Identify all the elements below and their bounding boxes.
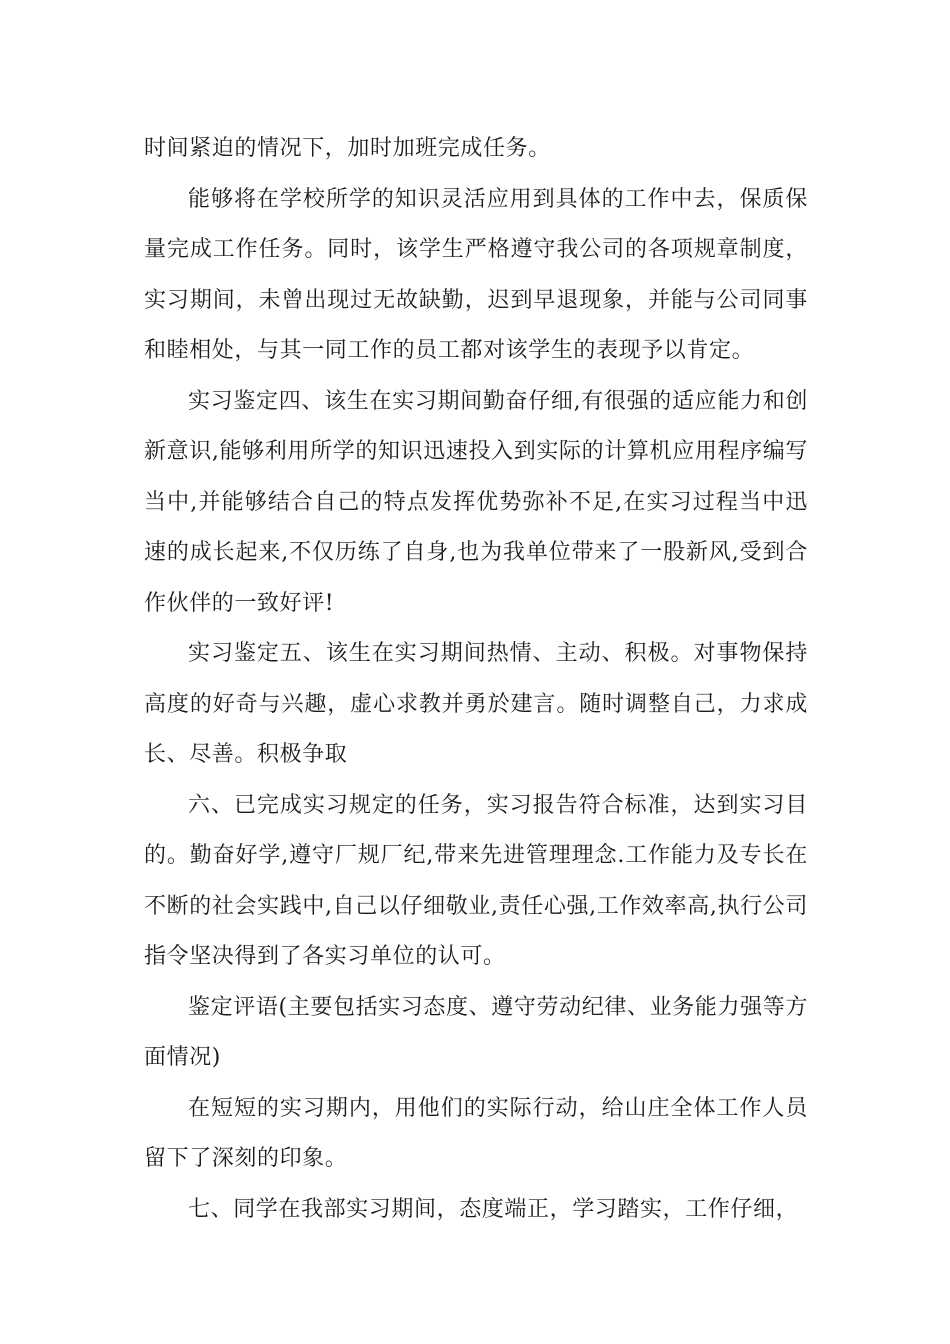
paragraph-appraisal-4: 实习鉴定四、该生在实习期间勤奋仔细,有很强的适应能力和创新意识,能够利用所学的知识迅速投入到实际的计算机应用程序编写当中,并能够结合自己的特点发挥优势弥补不足,在实习过程当中迅速的成长起来,不仅历练了自身,也为我单位带来了一股新风,受到合作伙伴的一致好评!: [144, 388, 808, 616]
paragraph-comments-heading: 鉴定评语(主要包括实习态度、遵守劳动纪律、业务能力强等方面情况): [144, 994, 808, 1070]
paragraph-appraisal-6: 六、已完成实习规定的任务，实习报告符合标准，达到实习目的。勤奋好学,遵守厂规厂纪,带来先进管理理念.工作能力及专长在不断的社会实践中,自己以仔细敬业,责任心强,工作效率高,执行公司指令坚决得到了各实习单位的认可。: [144, 792, 808, 969]
document-body: [144, 124, 808, 1235]
paragraph-appraisal-7: 七、同学在我部实习期间，态度端正，学习踏实，工作仔细，: [188, 1196, 799, 1222]
paragraph: 在短短的实习期内，用他们的实际行动，给山庄全体工作人员留下了深刻的印象。: [144, 1095, 808, 1171]
paragraph: 能够将在学校所学的知识灵活应用到具体的工作中去，保质保量完成工作任务。同时，该学生严格遵守我公司的各项规章制度，实习期间，未曾出现过无故缺勤，迟到早退现象，并能与公司同事和睦相处，与其一同工作的员工都对该学生的表现予以肯定。: [144, 186, 808, 363]
paragraph-appraisal-5: 实习鉴定五、该生在实习期间热情、主动、积极。对事物保持高度的好奇与兴趣，虚心求教并勇於建言。随时调整自己，力求成长、尽善。积极争取: [144, 641, 808, 767]
paragraph-continuation: 时间紧迫的情况下，加时加班完成任务。: [144, 136, 551, 161]
